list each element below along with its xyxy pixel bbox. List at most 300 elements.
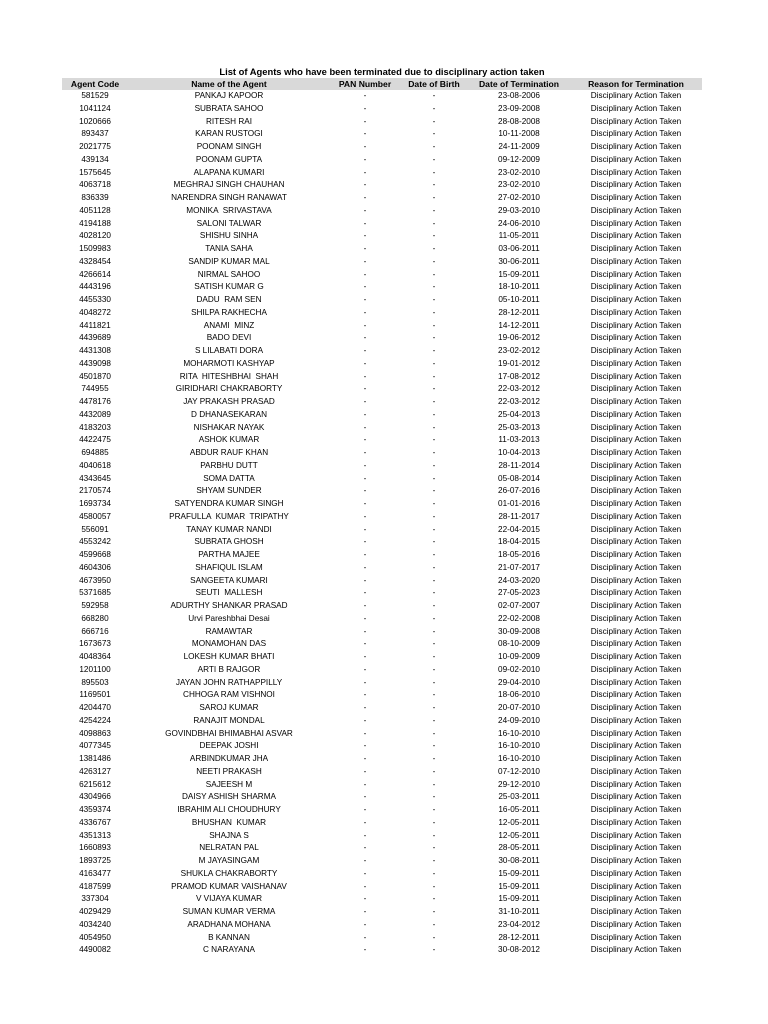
date-of-termination-cell: 18-05-2016 bbox=[498, 550, 540, 559]
date-of-birth-cell: - bbox=[432, 805, 436, 814]
date-of-birth-cell: - bbox=[432, 588, 436, 598]
reason-cell: Disciplinary Action Taken bbox=[590, 856, 682, 865]
agent-name-cell: PRAFULLA KUMAR TRIPATHY bbox=[169, 511, 289, 521]
table-row bbox=[62, 116, 702, 129]
agent-name-cell: SATISH KUMAR G bbox=[194, 282, 264, 292]
agent-code-cell: 4439689 bbox=[79, 333, 111, 343]
date-of-birth-cell: - bbox=[432, 919, 436, 929]
pan-number-cell: - bbox=[363, 256, 367, 266]
date-of-birth-cell: - bbox=[432, 550, 436, 559]
pan-number-cell: - bbox=[363, 320, 367, 330]
date-of-birth-cell: - bbox=[432, 575, 436, 585]
agent-code-cell: 4263127 bbox=[79, 766, 111, 776]
date-of-birth-cell: - bbox=[432, 269, 436, 279]
agent-name-cell: RITESH RAI bbox=[206, 116, 252, 126]
reason-cell: Disciplinary Action Taken bbox=[590, 511, 682, 521]
date-of-birth-cell: - bbox=[432, 945, 436, 955]
pan-number-cell: - bbox=[363, 881, 367, 891]
date-of-termination-cell: 16-10-2010 bbox=[498, 728, 540, 738]
agent-name-cell: DEEPAK JOSHI bbox=[199, 741, 259, 751]
date-of-birth-cell: - bbox=[432, 422, 436, 432]
table-row bbox=[62, 294, 702, 307]
table-row bbox=[62, 932, 702, 945]
date-of-termination-cell: 15-09-2011 bbox=[498, 269, 540, 279]
agent-name-cell: ASHOK KUMAR bbox=[198, 435, 260, 445]
date-of-birth-cell: - bbox=[432, 626, 436, 636]
agent-code-cell: 4490082 bbox=[79, 945, 111, 955]
agent-code-cell: 1660893 bbox=[79, 843, 111, 853]
pan-number-cell: - bbox=[363, 613, 367, 623]
pan-number-cell: - bbox=[363, 919, 367, 929]
table-row bbox=[62, 664, 702, 677]
agent-code-cell: 4455330 bbox=[79, 295, 111, 304]
table-row bbox=[62, 256, 702, 269]
reason-cell: Disciplinary Action Taken bbox=[590, 499, 682, 508]
reason-cell: Disciplinary Action Taken bbox=[590, 154, 682, 164]
agent-code-cell: 6215612 bbox=[79, 779, 111, 789]
agent-code-cell: 1509983 bbox=[79, 244, 111, 253]
date-of-termination-cell: 24-03-2020 bbox=[498, 575, 540, 585]
table-row bbox=[62, 740, 702, 753]
reason-cell: Disciplinary Action Taken bbox=[590, 231, 682, 241]
table-header-row bbox=[62, 78, 702, 90]
header-reason-for-termination: Reason for Termination bbox=[570, 78, 702, 90]
date-of-birth-cell: - bbox=[432, 562, 436, 572]
agent-name-cell: NEETI PRAKASH bbox=[196, 766, 262, 776]
date-of-birth-cell: - bbox=[432, 856, 436, 865]
reason-cell: Disciplinary Action Taken bbox=[590, 601, 682, 610]
date-of-termination-cell: 23-02-2012 bbox=[498, 346, 540, 355]
date-of-termination-cell: 20-07-2010 bbox=[498, 703, 540, 712]
agent-name-cell: ARBINDKUMAR JHA bbox=[189, 754, 269, 763]
agent-code-cell: 4194188 bbox=[79, 218, 111, 228]
reason-cell: Disciplinary Action Taken bbox=[590, 142, 682, 151]
date-of-birth-cell: - bbox=[432, 473, 436, 483]
pan-number-cell: - bbox=[363, 562, 367, 572]
agent-name-cell: D DHANASEKARAN bbox=[191, 409, 267, 419]
date-of-birth-cell: - bbox=[432, 384, 436, 394]
date-of-termination-cell: 28-11-2014 bbox=[498, 460, 540, 470]
date-of-termination-cell: 22-02-2008 bbox=[498, 613, 540, 623]
pan-number-cell: - bbox=[363, 932, 367, 942]
pan-number-cell: - bbox=[363, 231, 367, 241]
reason-cell: Disciplinary Action Taken bbox=[590, 180, 682, 190]
agent-name-cell: TANAY KUMAR NANDI bbox=[186, 524, 272, 534]
table-row bbox=[62, 383, 702, 396]
date-of-termination-cell: 05-08-2014 bbox=[498, 473, 540, 483]
header-date-of-termination: Date of Termination bbox=[468, 78, 570, 90]
agent-name-cell: LOKESH KUMAR BHATI bbox=[183, 652, 275, 661]
date-of-birth-cell: - bbox=[432, 244, 436, 253]
agent-code-cell: 337304 bbox=[81, 894, 109, 904]
agent-code-cell: 4580057 bbox=[79, 511, 111, 521]
table-row bbox=[62, 141, 702, 154]
date-of-termination-cell: 25-03-2011 bbox=[498, 792, 540, 802]
date-of-birth-cell: - bbox=[432, 524, 436, 534]
date-of-termination-cell: 24-09-2010 bbox=[498, 715, 540, 725]
date-of-termination-cell: 28-11-2017 bbox=[498, 511, 540, 521]
date-of-birth-cell: - bbox=[432, 409, 436, 419]
date-of-birth-cell: - bbox=[432, 116, 436, 126]
date-of-termination-cell: 29-03-2010 bbox=[498, 205, 540, 215]
reason-cell: Disciplinary Action Taken bbox=[590, 282, 682, 292]
agent-code-cell: 4266614 bbox=[79, 269, 111, 279]
pan-number-cell: - bbox=[363, 295, 367, 304]
agent-code-cell: 4077345 bbox=[79, 741, 111, 751]
table-row bbox=[62, 371, 702, 384]
date-of-birth-cell: - bbox=[432, 907, 436, 916]
table-row bbox=[62, 766, 702, 779]
date-of-termination-cell: 22-03-2012 bbox=[498, 397, 540, 406]
table-row bbox=[62, 830, 702, 843]
pan-number-cell: - bbox=[363, 371, 367, 381]
table-row bbox=[62, 779, 702, 792]
pan-number-cell: - bbox=[363, 868, 367, 878]
header-agent-name: Name of the Agent bbox=[128, 78, 330, 90]
agent-name-cell: SHILPA RAKHECHA bbox=[191, 307, 267, 317]
agent-name-cell: SUMAN KUMAR VERMA bbox=[182, 907, 276, 916]
reason-cell: Disciplinary Action Taken bbox=[590, 766, 682, 776]
pan-number-cell: - bbox=[363, 754, 367, 763]
reason-cell: Disciplinary Action Taken bbox=[590, 754, 682, 763]
date-of-birth-cell: - bbox=[432, 154, 436, 164]
table-row bbox=[62, 192, 702, 205]
pan-number-cell: - bbox=[363, 664, 367, 674]
agent-code-cell: 4051128 bbox=[79, 205, 111, 215]
date-of-birth-cell: - bbox=[432, 664, 436, 674]
pan-number-cell: - bbox=[363, 817, 367, 827]
agent-code-cell: 439134 bbox=[81, 154, 109, 164]
date-of-birth-cell: - bbox=[432, 167, 436, 177]
pan-number-cell: - bbox=[363, 601, 367, 610]
date-of-termination-cell: 26-07-2016 bbox=[498, 486, 540, 496]
reason-cell: Disciplinary Action Taken bbox=[590, 868, 682, 878]
date-of-birth-cell: - bbox=[432, 537, 436, 547]
agent-name-cell: SOMA DATTA bbox=[203, 473, 255, 483]
table-row bbox=[62, 473, 702, 486]
reason-cell: Disciplinary Action Taken bbox=[590, 460, 682, 470]
pan-number-cell: - bbox=[363, 409, 367, 419]
date-of-termination-cell: 16-10-2010 bbox=[498, 754, 540, 763]
date-of-termination-cell: 22-03-2012 bbox=[498, 384, 540, 394]
table-row bbox=[62, 638, 702, 651]
date-of-birth-cell: - bbox=[432, 397, 436, 406]
reason-cell: Disciplinary Action Taken bbox=[590, 524, 682, 534]
agent-code-cell: 4673950 bbox=[79, 575, 111, 585]
agent-code-cell: 4604306 bbox=[79, 562, 111, 572]
agent-name-cell: POONAM SINGH bbox=[196, 142, 262, 151]
pan-number-cell: - bbox=[363, 129, 367, 139]
agent-name-cell: NELRATAN PAL bbox=[199, 843, 259, 853]
agent-code-cell: 4187599 bbox=[79, 881, 111, 891]
agent-name-cell: PARTHA MAJEE bbox=[198, 550, 260, 559]
table-row bbox=[62, 855, 702, 868]
reason-cell: Disciplinary Action Taken bbox=[590, 639, 682, 649]
table-row bbox=[62, 243, 702, 256]
table-row bbox=[62, 332, 702, 345]
table-row bbox=[62, 90, 702, 103]
table-row bbox=[62, 179, 702, 192]
agent-name-cell: PANKAJ KAPOOR bbox=[194, 91, 264, 100]
pan-number-cell: - bbox=[363, 435, 367, 445]
date-of-birth-cell: - bbox=[432, 830, 436, 840]
pan-number-cell: - bbox=[363, 282, 367, 292]
agent-name-cell: B KANNAN bbox=[208, 932, 250, 942]
agent-code-cell: 4098863 bbox=[79, 728, 111, 738]
date-of-termination-cell: 16-05-2011 bbox=[498, 805, 540, 814]
agent-code-cell: 668280 bbox=[81, 613, 109, 623]
date-of-birth-cell: - bbox=[432, 435, 436, 445]
date-of-birth-cell: - bbox=[432, 486, 436, 496]
agent-code-cell: 4411821 bbox=[79, 320, 111, 330]
date-of-birth-cell: - bbox=[432, 703, 436, 712]
date-of-termination-cell: 18-10-2011 bbox=[498, 282, 540, 292]
table-row bbox=[62, 728, 702, 741]
table-row bbox=[62, 434, 702, 447]
reason-cell: Disciplinary Action Taken bbox=[590, 384, 682, 394]
agent-code-cell: 4422475 bbox=[79, 435, 111, 445]
reason-cell: Disciplinary Action Taken bbox=[590, 894, 682, 904]
pan-number-cell: - bbox=[363, 652, 367, 661]
agent-code-cell: 4304966 bbox=[79, 792, 111, 802]
table-row bbox=[62, 511, 702, 524]
pan-number-cell: - bbox=[363, 460, 367, 470]
agent-code-cell: 4048272 bbox=[79, 307, 111, 317]
date-of-termination-cell: 02-07-2007 bbox=[498, 601, 540, 610]
reason-cell: Disciplinary Action Taken bbox=[590, 167, 682, 177]
pan-number-cell: - bbox=[363, 715, 367, 725]
agent-code-cell: 581529 bbox=[81, 91, 109, 100]
reason-cell: Disciplinary Action Taken bbox=[590, 358, 682, 368]
agent-name-cell: GIRIDHARI CHAKRABORTY bbox=[175, 384, 283, 394]
date-of-termination-cell: 29-04-2010 bbox=[498, 677, 540, 687]
date-of-birth-cell: - bbox=[432, 460, 436, 470]
reason-cell: Disciplinary Action Taken bbox=[590, 932, 682, 942]
agent-name-cell: ABDUR RAUF KHAN bbox=[189, 448, 269, 457]
reason-cell: Disciplinary Action Taken bbox=[590, 91, 682, 100]
date-of-termination-cell: 29-12-2010 bbox=[498, 779, 540, 789]
reason-cell: Disciplinary Action Taken bbox=[590, 741, 682, 751]
agent-code-cell: 1020666 bbox=[79, 116, 111, 126]
agent-code-cell: 1169501 bbox=[79, 690, 111, 700]
table-row bbox=[62, 345, 702, 358]
agent-name-cell: NARENDRA SINGH RANAWAT bbox=[171, 193, 287, 202]
table-row bbox=[62, 524, 702, 537]
pan-number-cell: - bbox=[363, 550, 367, 559]
reason-cell: Disciplinary Action Taken bbox=[590, 307, 682, 317]
date-of-termination-cell: 19-06-2012 bbox=[498, 333, 540, 343]
table-row bbox=[62, 791, 702, 804]
pan-number-cell: - bbox=[363, 728, 367, 738]
pan-number-cell: - bbox=[363, 703, 367, 712]
reason-cell: Disciplinary Action Taken bbox=[590, 919, 682, 929]
agent-code-cell: 4054950 bbox=[79, 932, 111, 942]
pan-number-cell: - bbox=[363, 499, 367, 508]
agent-name-cell: POONAM GUPTA bbox=[195, 154, 263, 164]
date-of-termination-cell: 11-03-2013 bbox=[498, 435, 540, 445]
agent-name-cell: SHAJNA S bbox=[209, 830, 249, 840]
reason-cell: Disciplinary Action Taken bbox=[590, 129, 682, 139]
reason-cell: Disciplinary Action Taken bbox=[590, 320, 682, 330]
agent-name-cell: ALAPANA KUMARI bbox=[193, 167, 265, 177]
date-of-termination-cell: 09-12-2009 bbox=[498, 154, 540, 164]
pan-number-cell: - bbox=[363, 218, 367, 228]
date-of-birth-cell: - bbox=[432, 779, 436, 789]
date-of-birth-cell: - bbox=[432, 843, 436, 853]
agent-code-cell: 4439098 bbox=[79, 358, 111, 368]
date-of-birth-cell: - bbox=[432, 448, 436, 457]
date-of-termination-cell: 28-08-2008 bbox=[498, 116, 540, 126]
table-row bbox=[62, 817, 702, 830]
table-row bbox=[62, 396, 702, 409]
table-row bbox=[62, 804, 702, 817]
agent-name-cell: GOVINDBHAI BHIMABHAI ASVAR bbox=[165, 728, 293, 738]
date-of-termination-cell: 10-09-2009 bbox=[498, 652, 540, 661]
table-row bbox=[62, 753, 702, 766]
reason-cell: Disciplinary Action Taken bbox=[590, 486, 682, 496]
pan-number-cell: - bbox=[363, 307, 367, 317]
reason-cell: Disciplinary Action Taken bbox=[590, 677, 682, 687]
agent-name-cell: Urvi Pareshbhai Desai bbox=[188, 613, 270, 623]
pan-number-cell: - bbox=[363, 575, 367, 585]
date-of-birth-cell: - bbox=[432, 282, 436, 292]
reason-cell: Disciplinary Action Taken bbox=[590, 843, 682, 853]
reason-cell: Disciplinary Action Taken bbox=[590, 562, 682, 572]
agent-name-cell: RAMAWTAR bbox=[205, 626, 253, 636]
date-of-birth-cell: - bbox=[432, 881, 436, 891]
reason-cell: Disciplinary Action Taken bbox=[590, 244, 682, 253]
pan-number-cell: - bbox=[363, 244, 367, 253]
reason-cell: Disciplinary Action Taken bbox=[590, 792, 682, 802]
agent-code-cell: 4063718 bbox=[79, 180, 111, 190]
date-of-birth-cell: - bbox=[432, 307, 436, 317]
date-of-birth-cell: - bbox=[432, 231, 436, 241]
date-of-termination-cell: 25-03-2013 bbox=[498, 422, 540, 432]
agent-code-cell: 4328454 bbox=[79, 256, 111, 266]
date-of-birth-cell: - bbox=[432, 103, 436, 113]
date-of-termination-cell: 10-11-2008 bbox=[498, 129, 540, 139]
reason-cell: Disciplinary Action Taken bbox=[590, 550, 682, 559]
pan-number-cell: - bbox=[363, 741, 367, 751]
date-of-termination-cell: 01-01-2016 bbox=[498, 499, 540, 508]
date-of-termination-cell: 15-09-2011 bbox=[498, 881, 540, 891]
agent-name-cell: ARTI B RAJGOR bbox=[197, 664, 261, 674]
agent-code-cell: 694885 bbox=[81, 448, 109, 457]
table-row bbox=[62, 536, 702, 549]
pan-number-cell: - bbox=[363, 779, 367, 789]
reason-cell: Disciplinary Action Taken bbox=[590, 805, 682, 814]
agent-name-cell: SHISHU SINHA bbox=[199, 231, 259, 241]
date-of-birth-cell: - bbox=[432, 333, 436, 343]
agent-name-cell: S LILABATI DORA bbox=[194, 346, 264, 355]
date-of-termination-cell: 12-05-2011 bbox=[498, 830, 540, 840]
pan-number-cell: - bbox=[363, 205, 367, 215]
table-row bbox=[62, 893, 702, 906]
reason-cell: Disciplinary Action Taken bbox=[590, 256, 682, 266]
agent-code-cell: 2170574 bbox=[79, 486, 111, 496]
reason-cell: Disciplinary Action Taken bbox=[590, 218, 682, 228]
table-row bbox=[62, 498, 702, 511]
agent-code-cell: 4254224 bbox=[79, 715, 111, 725]
table-row bbox=[62, 307, 702, 320]
agent-name-cell: SUBRATA SAHOO bbox=[194, 103, 264, 113]
date-of-termination-cell: 30-09-2008 bbox=[498, 626, 540, 636]
reason-cell: Disciplinary Action Taken bbox=[590, 397, 682, 406]
pan-number-cell: - bbox=[363, 626, 367, 636]
pan-number-cell: - bbox=[363, 358, 367, 368]
date-of-birth-cell: - bbox=[432, 652, 436, 661]
table-row bbox=[62, 562, 702, 575]
date-of-birth-cell: - bbox=[432, 715, 436, 725]
date-of-birth-cell: - bbox=[432, 180, 436, 190]
table-row bbox=[62, 154, 702, 167]
agent-name-cell: SALONI TALWAR bbox=[196, 218, 262, 228]
pan-number-cell: - bbox=[363, 116, 367, 126]
pan-number-cell: - bbox=[363, 511, 367, 521]
date-of-birth-cell: - bbox=[432, 601, 436, 610]
reason-cell: Disciplinary Action Taken bbox=[590, 448, 682, 457]
agent-code-cell: 1381486 bbox=[79, 754, 111, 763]
table-row bbox=[62, 906, 702, 919]
agent-code-cell: 4040618 bbox=[79, 460, 111, 470]
reason-cell: Disciplinary Action Taken bbox=[590, 715, 682, 725]
pan-number-cell: - bbox=[363, 269, 367, 279]
table-row bbox=[62, 549, 702, 562]
reason-cell: Disciplinary Action Taken bbox=[590, 116, 682, 126]
agent-name-cell: MEGHRAJ SINGH CHAUHAN bbox=[173, 180, 285, 190]
pan-number-cell: - bbox=[363, 397, 367, 406]
pan-number-cell: - bbox=[363, 805, 367, 814]
table-body bbox=[62, 90, 702, 957]
agent-code-cell: 666716 bbox=[81, 626, 109, 636]
agent-name-cell: TANIA SAHA bbox=[205, 244, 253, 253]
table-row bbox=[62, 677, 702, 690]
table-row bbox=[62, 128, 702, 141]
agent-code-cell: 1893725 bbox=[79, 856, 111, 865]
pan-number-cell: - bbox=[363, 677, 367, 687]
terminated-agents-table bbox=[62, 78, 702, 957]
reason-cell: Disciplinary Action Taken bbox=[590, 703, 682, 712]
agent-name-cell: IBRAHIM ALI CHOUDHURY bbox=[177, 805, 281, 814]
reason-cell: Disciplinary Action Taken bbox=[590, 205, 682, 215]
agent-code-cell: 4432089 bbox=[79, 409, 111, 419]
pan-number-cell: - bbox=[363, 843, 367, 853]
date-of-birth-cell: - bbox=[432, 142, 436, 151]
agent-name-cell: KARAN RUSTOGI bbox=[195, 129, 263, 139]
reason-cell: Disciplinary Action Taken bbox=[590, 817, 682, 827]
agent-code-cell: 4343645 bbox=[79, 473, 111, 483]
pan-number-cell: - bbox=[363, 91, 367, 100]
agent-name-cell: C NARAYANA bbox=[202, 945, 255, 955]
agent-code-cell: 4029429 bbox=[79, 907, 111, 916]
date-of-birth-cell: - bbox=[432, 932, 436, 942]
agent-code-cell: 1693734 bbox=[79, 499, 111, 508]
pan-number-cell: - bbox=[363, 524, 367, 534]
date-of-termination-cell: 23-02-2010 bbox=[498, 180, 540, 190]
agent-code-cell: 4443196 bbox=[79, 282, 111, 292]
table-row bbox=[62, 575, 702, 588]
agent-code-cell: 836339 bbox=[81, 193, 109, 202]
table-row bbox=[62, 626, 702, 639]
table-row bbox=[62, 358, 702, 371]
pan-number-cell: - bbox=[363, 945, 367, 955]
table-row bbox=[62, 320, 702, 333]
agent-code-cell: 4163477 bbox=[79, 868, 111, 878]
agent-code-cell: 893437 bbox=[81, 129, 109, 139]
pan-number-cell: - bbox=[363, 154, 367, 164]
pan-number-cell: - bbox=[363, 907, 367, 916]
agent-code-cell: 5371685 bbox=[79, 588, 111, 598]
